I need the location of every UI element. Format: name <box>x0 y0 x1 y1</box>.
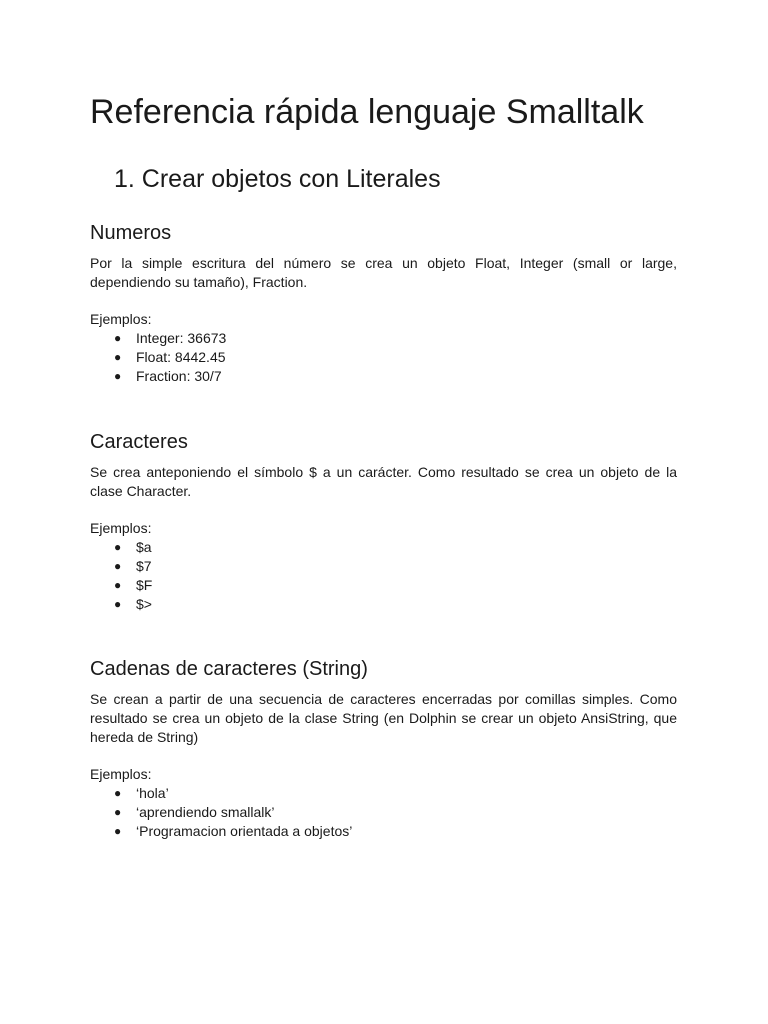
subheading-caracteres: Caracteres <box>90 431 188 453</box>
bullet-icon: ● <box>114 331 122 345</box>
list-item <box>112 595 152 614</box>
list-item-text: ‘aprendiendo smallalk’ <box>136 804 275 820</box>
list-item <box>112 367 226 386</box>
subheading-cadenas: Cadenas de caracteres (String) <box>90 658 368 680</box>
list-item-text: $a <box>136 539 152 555</box>
list-item-text: $7 <box>136 558 152 574</box>
bullet-icon: ● <box>114 540 122 554</box>
section-heading-crear-objetos: 1. Crear objetos con Literales <box>114 165 441 193</box>
list-item-text: Float: 8442.45 <box>136 349 226 365</box>
list-item-text: $F <box>136 577 153 593</box>
list-item <box>112 803 352 822</box>
list-item-text: ‘Programacion orientada a objetos’ <box>136 823 353 839</box>
list-item-text: $> <box>136 596 152 612</box>
list-item-text: Integer: 36673 <box>136 330 227 346</box>
bullet-icon: ● <box>114 597 122 611</box>
bullet-icon: ● <box>114 350 122 364</box>
list-item <box>112 329 226 348</box>
bullet-icon: ● <box>114 559 122 573</box>
list-item-text: Fraction: 30/7 <box>136 368 222 384</box>
subheading-numeros: Numeros <box>90 222 172 244</box>
list-item-text: ‘hola’ <box>136 785 169 801</box>
list-item <box>112 348 226 367</box>
list-item <box>112 822 352 841</box>
list-item <box>112 784 352 803</box>
list-item <box>112 538 152 557</box>
cadenas-description: Se crean a partir de una secuencia de caracteres encerradas por comillas simples. Como resultado se crea un objeto de la clase String (en Dolphin se crear un objeto AnsiString, que hereda de String) <box>90 691 677 745</box>
list-item <box>112 557 152 576</box>
bullet-icon: ● <box>114 578 122 592</box>
numeros-examples-list <box>112 329 226 386</box>
cadenas-examples-label: Ejemplos: <box>90 766 152 782</box>
caracteres-examples-list <box>112 538 152 614</box>
bullet-icon: ● <box>114 805 122 819</box>
list-item <box>112 576 152 595</box>
cadenas-examples-list <box>112 784 352 841</box>
caracteres-description: Se crea anteponiendo el símbolo $ a un carácter. Como resultado se crea un objeto de la clase Character. <box>90 464 677 499</box>
bullet-icon: ● <box>114 369 122 383</box>
numeros-examples-label: Ejemplos: <box>90 311 152 327</box>
document-title: Referencia rápida lenguaje Smalltalk <box>90 93 644 131</box>
caracteres-examples-label: Ejemplos: <box>90 520 152 536</box>
numeros-description: Por la simple escritura del número se crea un objeto Float, Integer (small or large, dependiendo su tamaño), Fraction. <box>90 255 677 290</box>
bullet-icon: ● <box>114 786 122 800</box>
bullet-icon: ● <box>114 824 122 838</box>
